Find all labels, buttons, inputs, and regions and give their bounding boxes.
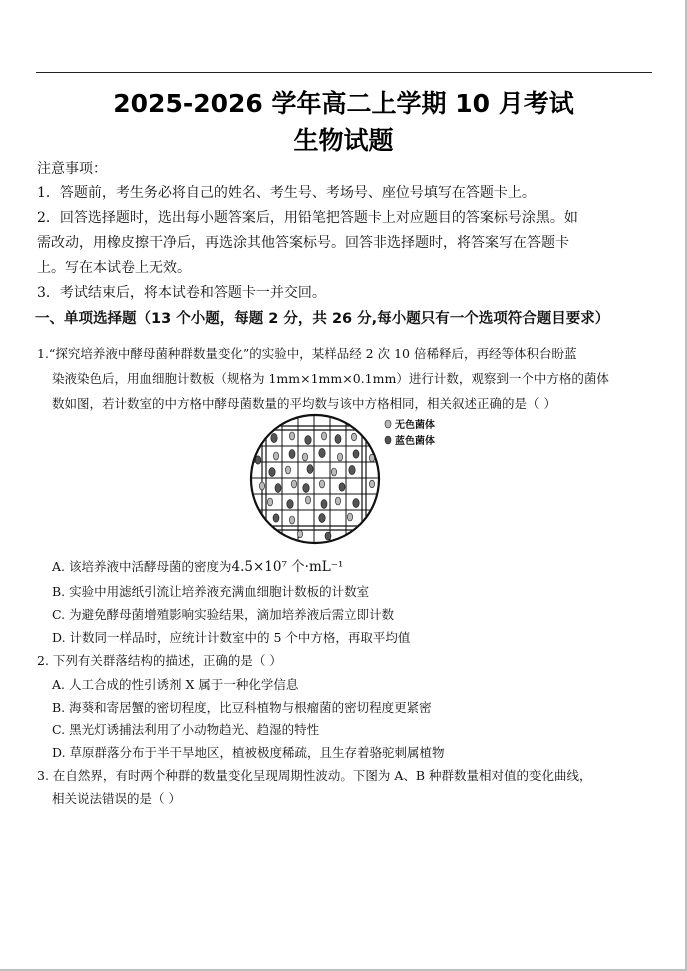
microscope-field-circle — [251, 415, 379, 543]
notice-item-2-line-2: 需改动，用橡皮擦干净后，再选涂其他答案标号。回答非选择题时，将答案写在答题卡 — [37, 235, 569, 251]
header-rule — [36, 72, 652, 73]
section-heading-single-choice: 一、单项选择题（13 个小题，每题 2 分，共 26 分,每小题只有一个选项符合题目要求） — [35, 311, 610, 327]
notice-heading: 注意事项： — [37, 161, 107, 177]
yeast-cell-colorless — [331, 468, 336, 476]
q3-stem-line-1: 3. 在自然界，有时两个种群的数量变化呈现周期性波动。下图为 A、B 种群数量相对值的变化曲线， — [37, 768, 592, 783]
q1-option-d: D. 计数同一样品时，应统计计数室中的 5 个中方格，再取平均值 — [52, 630, 411, 645]
yeast-cell-colorless — [347, 513, 352, 521]
yeast-cell-colorless — [319, 480, 324, 488]
yeast-cell-colorless — [289, 516, 294, 524]
yeast-cell-blue — [275, 484, 281, 493]
notice-item-1: 1．答题前，考生务必将自己的姓名、考生号、考场号、座位号填写在答题卡上。 — [37, 185, 536, 201]
q2-stem: 2. 下列有关群落结构的描述，正确的是（ ） — [37, 653, 282, 668]
yeast-cell-blue — [353, 499, 359, 508]
q1-stem-line-3: 数如图，若计数室的中方格中酵母菌数量的平均数与该中方格相同，相关叙述正确的是（ ） — [52, 396, 556, 411]
q1-option-b: B. 实验中用滤纸引流让培养液充满血细胞计数板的计数室 — [52, 584, 370, 599]
exam-title: 2025-2026 学年高二上学期 10 月考试 — [113, 89, 574, 118]
yeast-cell-blue — [307, 465, 313, 474]
q1-option-a-formula: 4.5×10⁷ 个·mL⁻¹ — [231, 559, 344, 575]
legend-colorless-swatch — [385, 420, 391, 428]
q3-stem-line-2: 相关说法错误的是（ ） — [52, 791, 181, 806]
yeast-cell-blue — [305, 436, 311, 445]
counting-grid-svg — [248, 412, 444, 546]
q1-option-a — [52, 558, 343, 576]
yeast-cell-blue — [319, 448, 325, 457]
yeast-cell-blue — [353, 450, 359, 458]
q1-stem-line-1: 1.“探究培养液中酵母菌种群数量变化”的实验中，某样品经 2 次 10 倍稀释后，再经等体积台盼蓝 — [37, 346, 577, 361]
yeast-cell-colorless — [351, 433, 356, 441]
legend-blue-label: 蓝色菌体 — [395, 436, 435, 447]
yeast-cell-colorless — [337, 453, 342, 461]
yeast-cell-blue — [339, 483, 345, 491]
yeast-cell-blue — [319, 514, 325, 523]
legend-blue-swatch — [385, 436, 391, 444]
q2-option-b: B. 海葵和寄居蟹的密切程度，比豆科植物与根瘤菌的密切程度更紧密 — [52, 700, 432, 715]
yeast-cell-blue — [269, 468, 275, 477]
notice-item-2-line-1: 2．回答选择题时，选出每小题答案后，用铅笔把答题卡上对应题目的答案标号涂黑。如 — [37, 210, 578, 226]
yeast-cell-colorless — [285, 466, 290, 474]
yeast-cell-blue — [335, 435, 341, 444]
yeast-cell-colorless — [321, 432, 326, 440]
yeast-cell-colorless — [291, 480, 296, 488]
notice-item-2-line-3: 上。写在本试卷上无效。 — [37, 260, 191, 276]
q1-stem-line-2: 染液染色后，用血细胞计数板（规格为 1mm×1mm×0.1mm）进行计数，观察到一个中方格的菌体 — [52, 371, 609, 386]
legend-colorless-label: 无色菌体 — [395, 420, 435, 431]
yeast-cell-colorless — [305, 496, 310, 504]
yeast-cell-colorless — [369, 480, 374, 488]
yeast-cell-colorless — [369, 454, 374, 462]
q1-option-c: C. 为避免酵母菌增殖影响实验结果，滴加培养液后需立即计数 — [52, 607, 395, 622]
yeast-cell-blue — [273, 514, 279, 522]
notice-item-3: 3．考试结束后，将本试卷和答题卡一并交回。 — [37, 285, 326, 301]
yeast-cell-blue — [349, 465, 355, 474]
yeast-cell-blue — [321, 500, 327, 509]
yeast-cell-colorless — [297, 530, 302, 538]
q1-counting-chamber-figure — [248, 412, 444, 546]
q2-option-c: C. 黑光灯诱捕法利用了小动物趋光、趋湿的特性 — [52, 722, 320, 737]
yeast-cell-colorless — [289, 432, 294, 440]
q1-option-a-text: A. 该培养液中活酵母菌的密度为 — [52, 559, 232, 574]
yeast-cell-blue — [303, 484, 309, 493]
q2-option-a: A. 人工合成的性引诱剂 X 属于一种化学信息 — [52, 677, 299, 692]
yeast-cell-blue — [325, 532, 331, 540]
yeast-cell-colorless — [335, 497, 340, 505]
q2-option-d: D. 草原群落分布于半干旱地区，植被极度稀疏，且生存着骆驼刺属植物 — [52, 745, 445, 760]
yeast-cell-colorless — [273, 452, 278, 460]
yeast-cell-blue — [255, 456, 261, 464]
yeast-cell-blue — [287, 500, 293, 509]
yeast-cell-blue — [271, 433, 277, 442]
yeast-cell-colorless — [267, 498, 272, 506]
yeast-cell-colorless — [259, 482, 264, 490]
yeast-cell-blue — [289, 450, 295, 459]
exam-subject: 生物试题 — [293, 126, 394, 155]
yeast-cell-colorless — [302, 453, 307, 461]
